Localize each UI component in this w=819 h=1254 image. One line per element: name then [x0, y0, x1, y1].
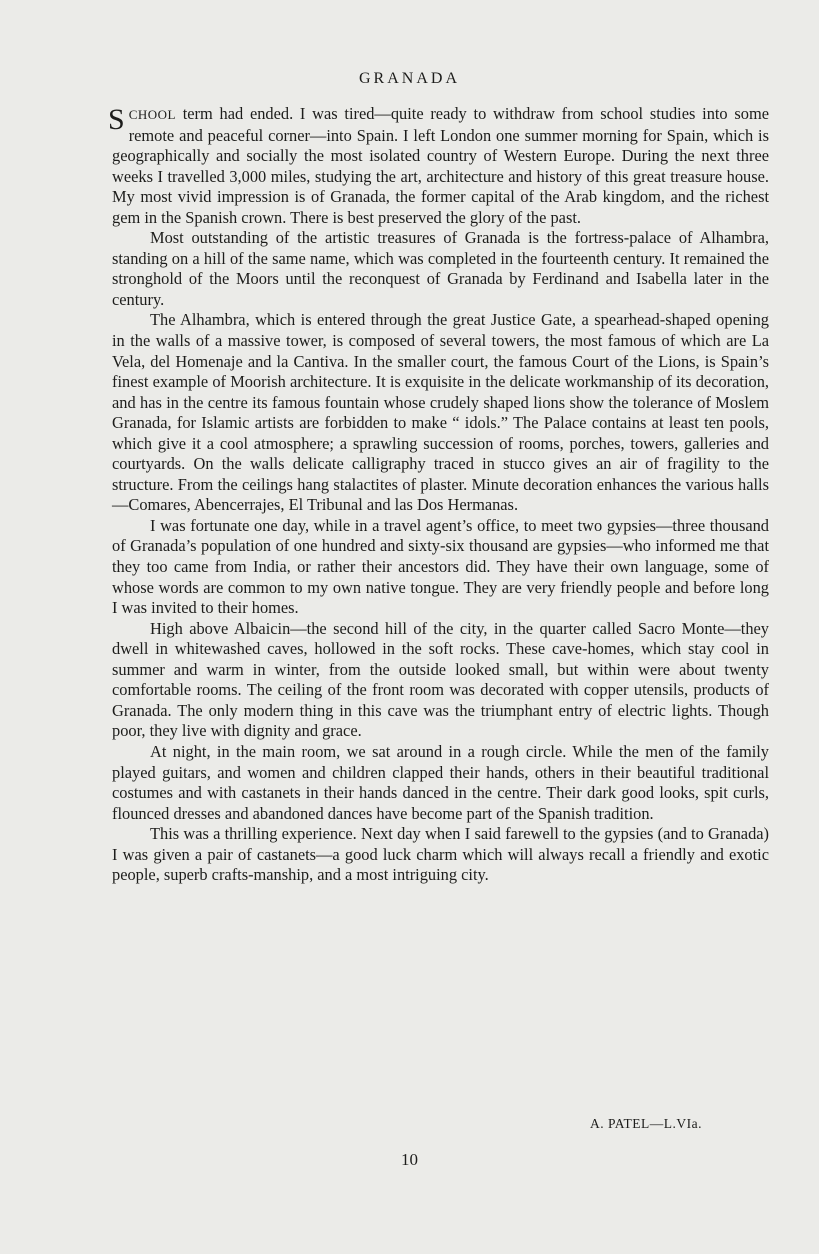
- paragraph-7: This was a thrilling experience. Next day when I said farewell to the gypsies (and to Granada) I was given a pair of castanets—a good luck charm which will always recall a friendly and exotic people, superb crafts-manship, and a most intriguing city.: [112, 824, 769, 885]
- article-title: GRANADA: [359, 70, 460, 87]
- first-word-rest: CHOOL: [128, 107, 176, 122]
- paragraph-4: I was fortunate one day, while in a travel agent’s office, to meet two gypsies—three thousand of Granada’s population of one hundred and sixty-six thousand are gypsies—who informed me that they too came from India, or rather their ancestors did. They have their own language, some of whose words are common to my own native tongue. They are very friendly people and before long I was invited to their homes.: [112, 515, 769, 618]
- author-signature: A. PATEL—L.VIa.: [590, 1116, 702, 1131]
- paragraph-1: [108, 103, 769, 228]
- page-number: 10: [401, 1150, 418, 1169]
- paragraph-3: The Alhambra, which is entered through the great Justice Gate, a spearhead-shaped opening in the walls of a massive tower, is composed of several towers, the most famous of which are La Vela, del Homenaje and la Cantiva. In the smaller court, the famous Court of the Lions, is Spain’s finest example of Moorish architecture. It is exquisite in the delicate workmanship of its decoration, and has in the centre its famous fountain whose crudely shaped lions show the tolerance of Moslem Granada, for Islamic artists are forbidden to make “ idols.” The Palace contains at least ten pools, which give it a cool atmosphere; a sprawling succession of rooms, porches, towers, galleries and courtyards. On the walls delicate calligraphy traced in stucco gives an air of fragility to the structure. From the ceilings hang stalactites of plaster. Minute decoration enhances the various halls—Comares, Abencerrajes, El Tribunal and las Dos Hermanas.: [112, 310, 769, 515]
- drop-cap: S: [108, 103, 125, 136]
- paragraph-2: Most outstanding of the artistic treasures of Granada is the fortress-palace of Alhambra, standing on a hill of the same name, which was completed in the fourteenth century. It remained the stronghold of the Moors until the reconquest of Granada by Ferdinand and Isabella later in the century.: [112, 228, 769, 309]
- article-body: [108, 103, 769, 886]
- paragraph-1-text: term had ended. I was tired—quite ready to withdraw from school studies into some remote and peaceful corner—into Spain. I left London one summer morning for Spain, which is geographically and socially the most isolated country of Western Europe. During the next three weeks I travelled 3,000 miles, studying the art, architecture and history of this great treasure house. My most vivid impression is of Granada, the former capital of the Arab kingdom, and the richest gem in the Spanish crown. There is best preserved the glory of the past.: [112, 104, 769, 227]
- paragraph-6: At night, in the main room, we sat around in a rough circle. While the men of the family played guitars, and women and children clapped their hands, others in their beautiful traditional costumes and with castanets in their hands danced in the centre. Their dark good looks, spit curls, flounced dresses and abandoned dances have become part of the Spanish tradition.: [112, 741, 769, 823]
- paragraph-5: High above Albaicin—the second hill of the city, in the quarter called Sacro Monte—they dwell in whitewashed caves, hollowed in the soft rocks. These cave-homes, which stay cool in summer and warm in winter, from the outside looked small, but within were about twenty comfortable rooms. The ceiling of the front room was decorated with copper utensils, products of Granada. The only modern thing in this cave was the triumphant entry of electric lights. Though poor, they live with dignity and grace.: [112, 618, 769, 741]
